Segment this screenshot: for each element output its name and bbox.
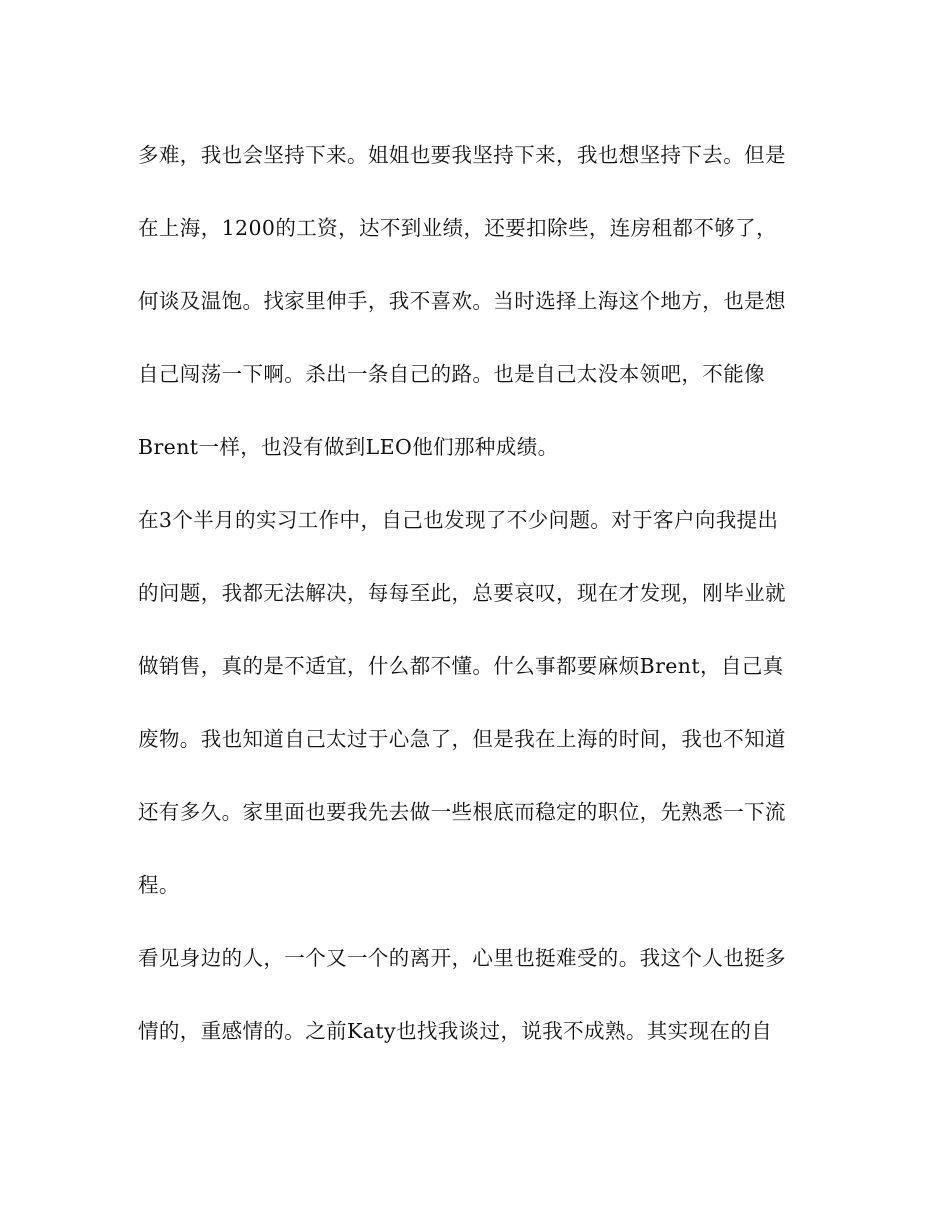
paragraph-2-line-3: 做销售，真的是不适宜，什么都不懂。什么事都要麻烦Brent，自己真 xyxy=(138,654,784,678)
paragraph-2-line-5: 还有多久。家里面也要我先去做一些根底而稳定的职位，先熟悉一下流 xyxy=(138,800,786,824)
paragraph-1-line-1: 多难，我也会坚持下来。姐姐也要我坚持下来，我也想坚持下去。但是 xyxy=(138,143,786,167)
paragraph-1-line-5: Brent一样，也没有做到LEO他们那种成绩。 xyxy=(138,435,559,459)
paragraph-2-line-4: 废物。我也知道自己太过于心急了，但是我在上海的时间，我也不知道 xyxy=(138,727,786,751)
paragraph-3-line-2: 情的，重感情的。之前Katy也找我谈过，说我不成熟。其实现在的自 xyxy=(138,1019,773,1043)
paragraph-2-line-2: 的问题，我都无法解决，每每至此，总要哀叹，现在才发现，刚毕业就 xyxy=(138,581,786,605)
paragraph-1-line-4: 自己闯荡一下啊。杀出一条自己的路。也是自己太没本领吧，不能像 xyxy=(138,362,765,386)
paragraph-1-line-3: 何谈及温饱。找家里伸手，我不喜欢。当时选择上海这个地方，也是想 xyxy=(138,289,786,313)
paragraph-3-line-1: 看见身边的人，一个又一个的离开，心里也挺难受的。我这个人也挺多 xyxy=(138,946,786,970)
paragraph-2-line-1: 在3个半月的实习工作中，自己也发现了不少问题。对于客户向我提出 xyxy=(138,508,779,532)
paragraph-2-line-6: 程。 xyxy=(138,873,180,897)
paragraph-1-line-2: 在上海，1200的工资，达不到业绩，还要扣除些，连房租都不够了， xyxy=(138,216,777,240)
